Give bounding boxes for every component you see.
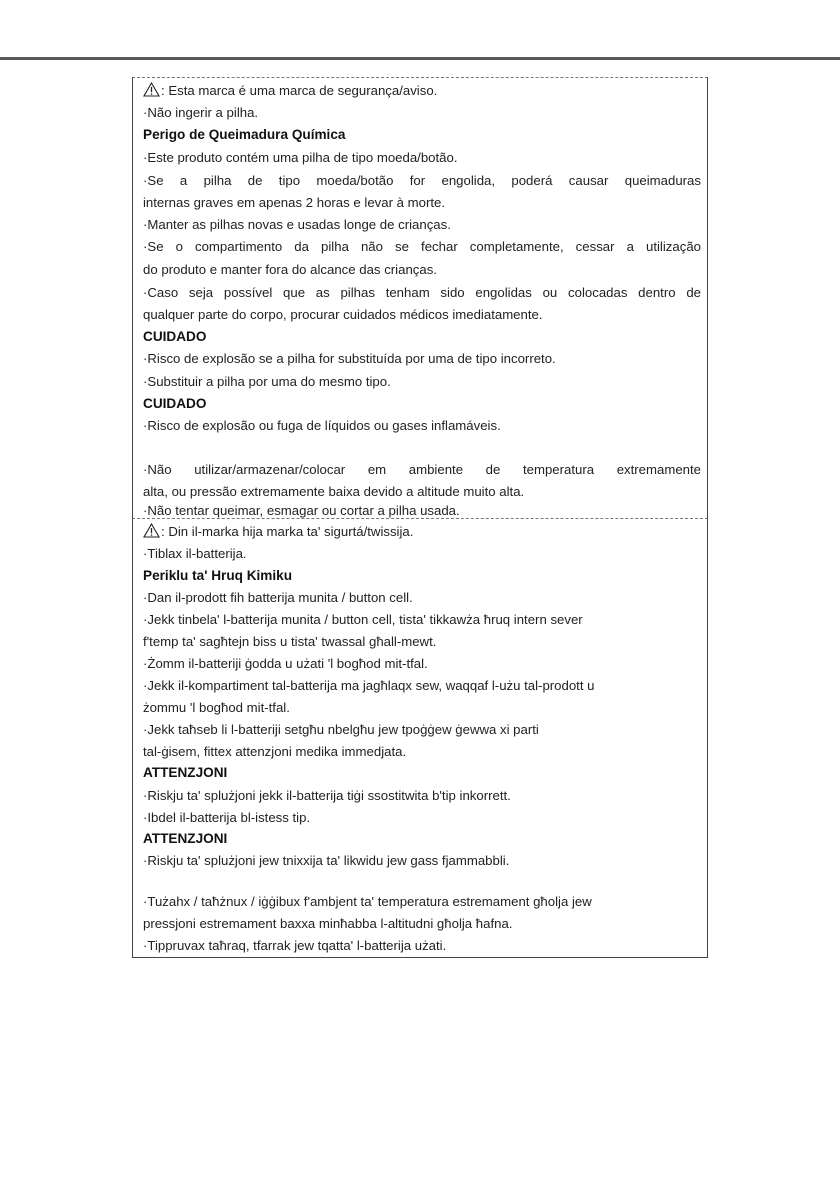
possible-text-1: ·Caso seja possível que as pilhas tenham sido engolidas ou colocadas dentro de [143,285,701,300]
caution-heading-1: CUIDADO [143,329,207,344]
caution-heading-2: CUIDADO [143,396,207,411]
keep-away-text: ·Manter as pilhas novas e usadas longe de crianças. [143,217,451,232]
swallowed-text-2: internas graves em apenas 2 horas e levar à morte. [143,195,446,210]
swallowed-text-2: f'temp ta' sagħtejn biss u tista' twassal għall-mewt. [143,634,437,649]
compartment-text-1: ·Jekk il-kompartiment tal-batterija ma jagħlaqx sew, waqqaf l-użu tal-prodott u [143,678,595,693]
portuguese-warning-box [132,77,708,518]
warning-mark-line [143,82,701,100]
contains-coin-text: ·Este produto contém uma pilha de tipo moeda/botão. [143,150,458,165]
no-burn-text: ·Tippruvax taħraq, tfarrak jew tqatta' l-batterija użati. [143,938,447,953]
replace-same-text: ·Ibdel il-batterija bl-istess tip. [143,810,311,825]
compartment-text-1: ·Se o compartimento da pilha não se fechar completamente, cessar a utilização [143,239,701,254]
warning-mark-text: : Din il-marka hija marka ta' sigurtá/twissija. [161,524,414,539]
swallowed-text-1: ·Jekk tinbela' l-batterija munita / button cell, tista' tikkawża ħruq intern sever [143,612,583,627]
caution-heading-1: ATTENZJONI [143,765,228,780]
no-burn-text: ·Não tentar queimar, esmagar ou cortar a pilha usada. [143,503,460,518]
chem-burn-heading: Periklu ta' Hruq Kimiku [143,568,293,583]
contains-coin-text: ·Dan il-prodott fih batterija munita / button cell. [143,590,413,605]
explosion-leak-text: ·Riskju ta' splużjoni jew tnixxija ta' likwidu jew gass fjammabbli. [143,853,510,868]
top-rule [0,57,840,60]
explosion-leak-text: ·Risco de explosão ou fuga de líquidos ou gases inflamáveis. [143,418,501,433]
swallowed-text-1: ·Se a pilha de tipo moeda/botão for engolida, poderá causar queimaduras [143,173,701,188]
temperature-text-2: alta, ou pressão extremamente baixa devido a altitude muito alta. [143,484,525,499]
compartment-text-2: żommu 'l bogħod mit-tfal. [143,700,290,715]
maltese-warning-box [132,518,708,958]
caution-heading-2: ATTENZJONI [143,831,228,846]
warning-triangle-icon [143,82,160,97]
warning-triangle-icon [143,523,160,538]
possible-text-2: qualquer parte do corpo, procurar cuidados médicos imediatamente. [143,307,543,322]
temperature-text-1: ·Tużahx / taħżnux / iġġibux f'ambjent ta' temperatura estremament għolja jew [143,894,592,909]
explosion-replace-text: ·Risco de explosão se a pilha for substituída por uma de tipo incorreto. [143,351,556,366]
compartment-text-2: do produto e manter fora do alcance das crianças. [143,262,437,277]
no-swallow-text: ·Tiblax il-batterija. [143,546,247,561]
no-ingest-text: ·Não ingerir a pilha. [143,105,259,120]
replace-same-text: ·Substituir a pilha por uma do mesmo tipo. [143,374,391,389]
temperature-text-1: ·Não utilizar/armazenar/colocar em ambiente de temperatura extremamente [143,462,701,477]
explosion-replace-text: ·Riskju ta' splużjoni jekk il-batterija tiġi ssostitwita b'tip inkorrett. [143,788,511,803]
warning-mark-line [143,523,701,541]
chem-burn-heading: Perigo de Queimadura Química [143,127,346,142]
possible-text-2: tal-ġisem, fittex attenzjoni medika immedjata. [143,744,407,759]
keep-away-text: ·Żomm il-batteriji ġodda u użati 'l bogħod mit-tfal. [143,656,428,671]
temperature-text-2: pressjoni estremament baxxa minħabba l-altitudni għolja ħafna. [143,916,513,931]
warning-mark-text: : Esta marca é uma marca de segurança/aviso. [161,83,438,98]
possible-text-1: ·Jekk taħseb li l-batteriji setgħu nbelgħu jew tpoġġew ġewwa xi parti [143,722,539,737]
